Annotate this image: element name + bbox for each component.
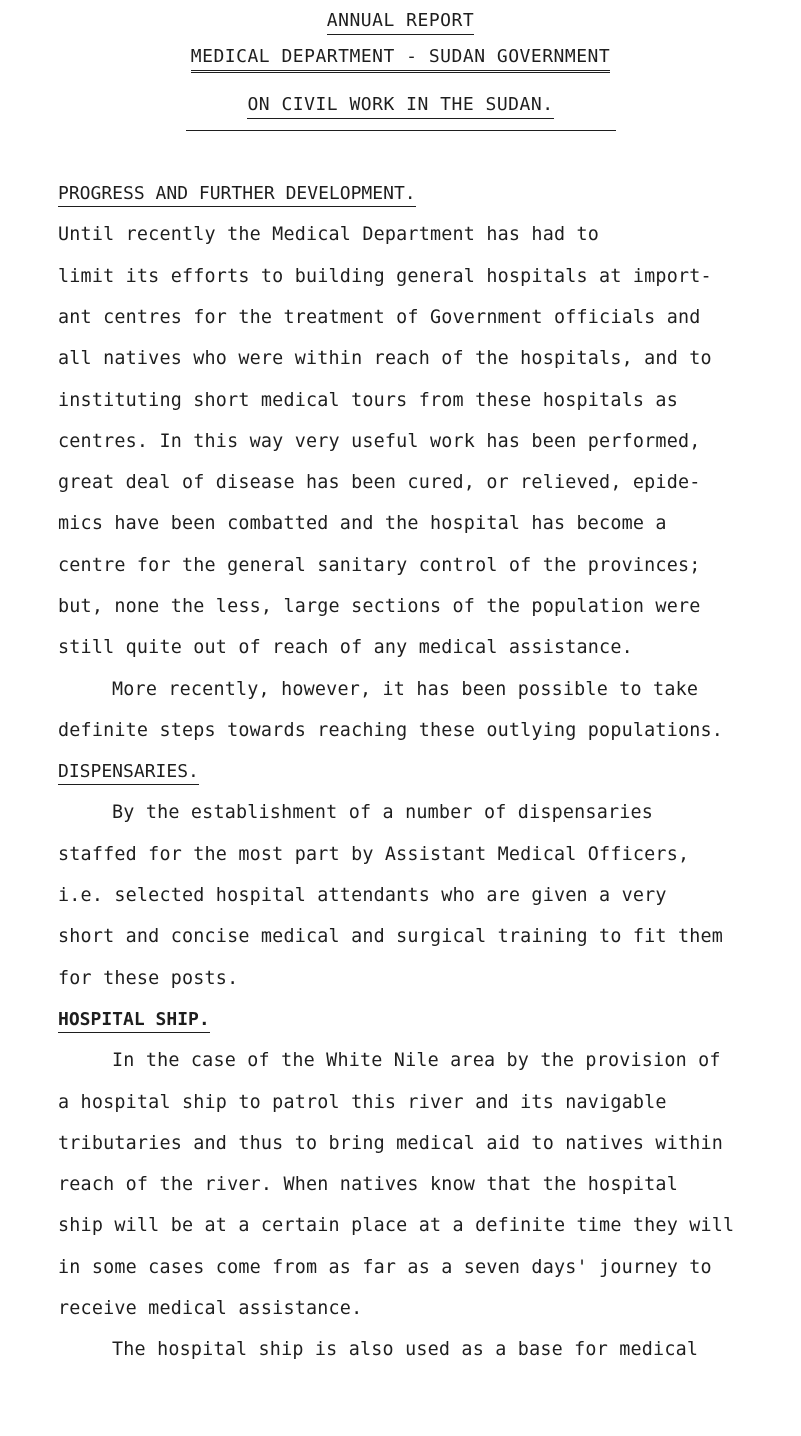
department-line-text: MEDICAL DEPARTMENT - SUDAN GOVERNMENT [191, 46, 610, 73]
paragraph-line: but, none the less, large sections of the population were [58, 596, 701, 617]
section-heading-hospital-ship [58, 1009, 210, 1030]
paragraph-line: ant centres for the treatment of Government officials and [58, 307, 701, 328]
section-heading-dispensaries-text: DISPENSARIES. [58, 761, 199, 785]
paragraph-line: instituting short medical tours from these hospitals as [58, 390, 678, 411]
paragraph-line: Until recently the Medical Department has had to [58, 224, 600, 245]
paragraph-line: a hospital ship to patrol this river and its navigable [58, 1092, 667, 1113]
section-heading-hospital-ship-text: HOSPITAL SHIP. [58, 1009, 210, 1033]
paragraph-line: limit its efforts to building general hospitals at import- [58, 266, 712, 287]
paragraph-line: still quite out of reach of any medical assistance. [58, 637, 633, 658]
paragraph-line: definite steps towards reaching these outlying populations. [58, 720, 724, 741]
report-title-text: ANNUAL REPORT [327, 10, 474, 35]
paragraph-line: reach of the river. When natives know that the hospital [58, 1174, 678, 1195]
paragraph-line: short and concise medical and surgical training to fit them [58, 926, 724, 947]
paragraph-line: for these posts. [58, 968, 239, 989]
paragraph-line: ship will be at a certain place at a definite time they will [58, 1215, 735, 1236]
paragraph-line: receive medical assistance. [58, 1298, 363, 1319]
report-title [0, 10, 801, 31]
paragraph-line: mics have been combatted and the hospital has become a [58, 513, 667, 534]
paragraph-line: staffed for the most part by Assistant Medical Officers, [58, 844, 690, 865]
subject-line [0, 94, 801, 115]
paragraph-line: all natives who were within reach of the hospitals, and to [58, 348, 712, 369]
paragraph-line: centres. In this way very useful work has been performed, [58, 431, 701, 452]
subject-line-text: ON CIVIL WORK IN THE SUDAN. [247, 94, 553, 119]
paragraph-line: In the case of the White Nile area by the provision of [112, 1050, 721, 1071]
paragraph-line: in some cases come from as far as a seven days' journey to [58, 1257, 712, 1278]
paragraph-line: centre for the general sanitary control of the provinces; [58, 555, 701, 576]
section-heading-dispensaries [58, 761, 199, 782]
department-line [0, 46, 801, 67]
paragraph-line: More recently, however, it has been possible to take [112, 679, 699, 700]
paragraph-line: great deal of disease has been cured, or relieved, epide- [58, 472, 701, 493]
section-heading-progress-text: PROGRESS AND FURTHER DEVELOPMENT. [58, 183, 416, 207]
paragraph-line: The hospital ship is also used as a base for medical [112, 1339, 699, 1360]
paragraph-line: By the establishment of a number of dispensaries [112, 802, 654, 823]
paragraph-line: tributaries and thus to bring medical aid to natives within [58, 1133, 724, 1154]
header-divider [186, 130, 616, 131]
section-heading-progress [58, 183, 416, 204]
paragraph-line: i.e. selected hospital attendants who are given a very [58, 885, 667, 906]
